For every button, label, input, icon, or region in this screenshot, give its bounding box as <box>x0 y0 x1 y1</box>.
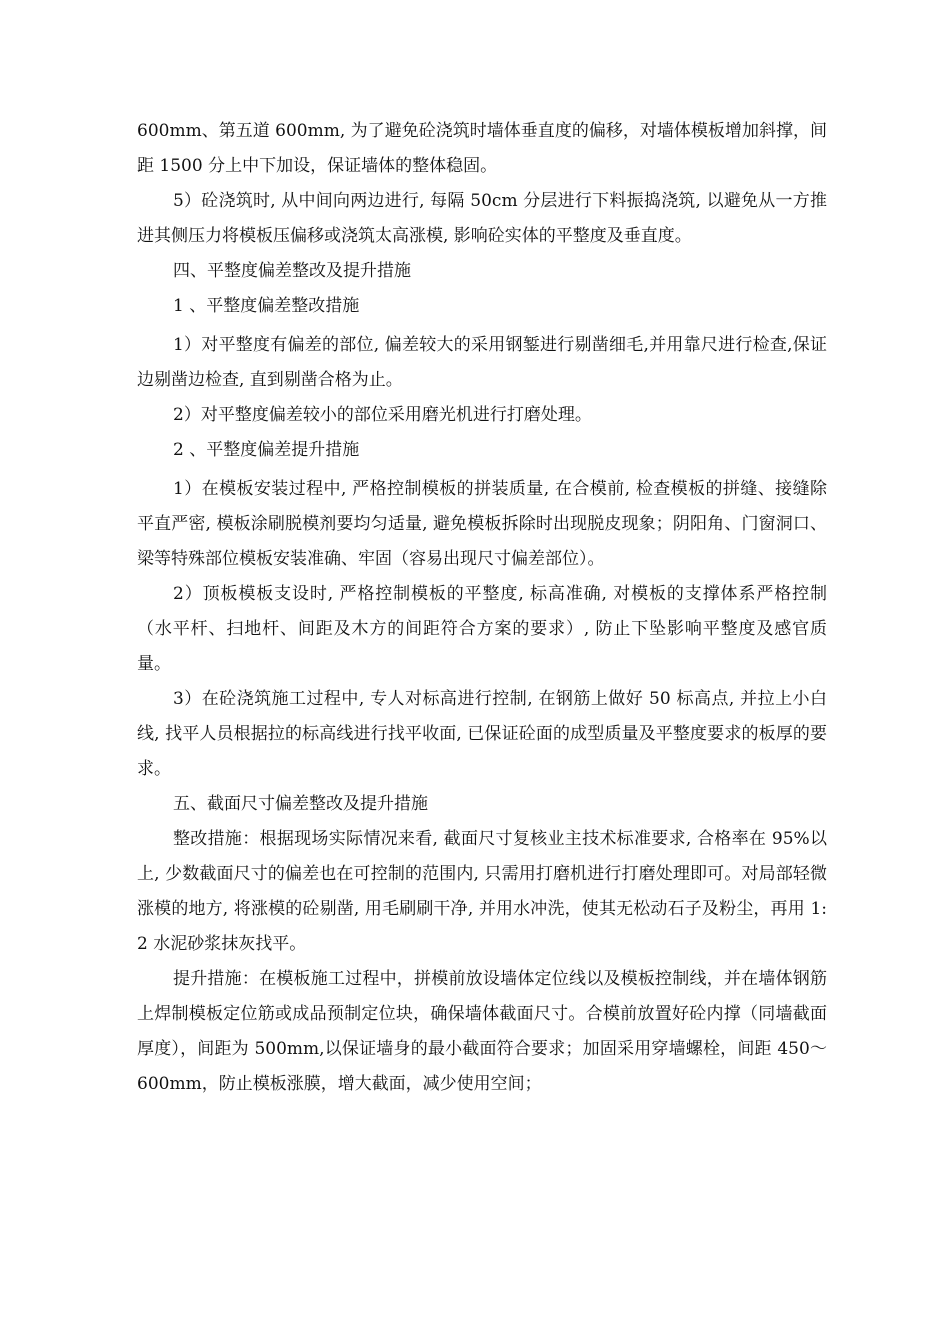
paragraph-improve-1: 1）在模板安装过程中, 严格控制模板的拼装质量, 在合模前, 检查模板的拼缝、接缝除平直严密, 模板涂刷脱模剂要均匀适量, 避免模板拆除时出现脱皮现象；阴阳角、门窗洞口、梁等特殊部位模板安装准确、牢固（容易出现尺寸偏差部位）。 <box>137 479 827 569</box>
paragraph-rectify-1: 1）对平整度有偏差的部位, 偏差较大的采用钢錾进行剔凿细毛,并用靠尺进行检查,保证边剔凿边检查, 直到剔凿合格为止。 <box>137 335 827 390</box>
subsection-heading-4-1: 1 、平整度偏差整改措施 <box>173 296 360 316</box>
subsection-heading-4-2: 2 、平整度偏差提升措施 <box>173 440 360 460</box>
paragraph-improve-2: 2）顶板模板支设时, 严格控制模板的平整度, 标高准确, 对模板的支撑体系严格控制（水平杆、扫地杆、间距及木方的间距符合方案的要求）, 防止下坠影响平整度及感官质量。 <box>137 584 827 674</box>
paragraph-section5-improve: 提升措施：在模板施工过程中，拼模前放设墙体定位线以及模板控制线，并在墙体钢筋上焊制模板定位筋或成品预制定位块，确保墙体截面尺寸。合模前放置好砼内撑（同墙截面厚度），间距为 500mm,以保证墙身的最小截面符合要求；加固采用穿墙螺栓，间距 450〜600mm，防止模板涨膜，增大截面，减少使用空间； <box>137 969 827 1094</box>
paragraph-continuation: 600mm、第五道 600mm, 为了避免砼浇筑时墙体垂直度的偏移，对墙体模板增加斜撑，间距 1500 分上中下加设，保证墙体的整体稳固。 <box>137 121 827 176</box>
section-heading-4: 四、平整度偏差整改及提升措施 <box>173 261 411 281</box>
document-body <box>137 114 827 1102</box>
paragraph-rectify-2: 2）对平整度偏差较小的部位采用磨光机进行打磨处理。 <box>173 405 592 425</box>
paragraph-section5-rectify: 整改措施：根据现场实际情况来看, 截面尺寸复核业主技术标准要求, 合格率在 95%以上, 少数截面尺寸的偏差也在可控制的范围内, 只需用打磨机进行打磨处理即可。对局部轻微涨模的地方, 将涨模的砼剔凿, 用毛刷刷干净, 并用水冲洗，使其无松动石子及粉尘，再用 1:2 水泥砂浆抹灰找平。 <box>137 829 827 954</box>
section-heading-5: 五、截面尺寸偏差整改及提升措施 <box>173 794 428 814</box>
paragraph-step-5: 5）砼浇筑时, 从中间向两边进行, 每隔 50cm 分层进行下料振捣浇筑, 以避免从一方推进其侧压力将模板压偏移或浇筑太高涨模, 影响砼实体的平整度及垂直度。 <box>137 191 827 246</box>
paragraph-improve-3: 3）在砼浇筑施工过程中, 专人对标高进行控制, 在钢筋上做好 50 标高点, 并拉上小白线, 找平人员根据拉的标高线进行找平收面, 已保证砼面的成型质量及平整度要求的板厚的要求。 <box>137 689 827 779</box>
